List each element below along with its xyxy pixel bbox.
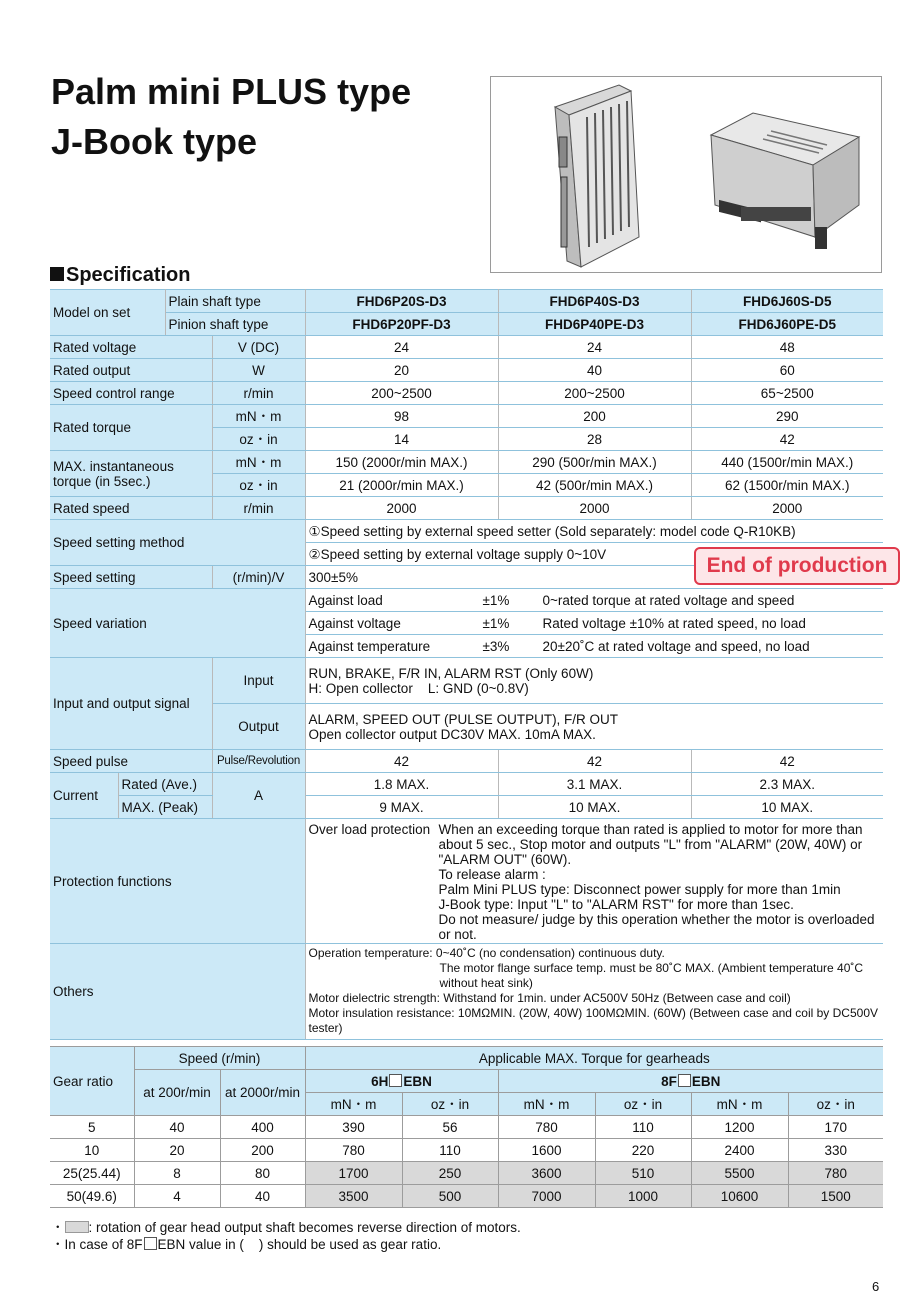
table-row	[50, 1185, 883, 1208]
current-rated-label: Rated (Ave.)	[118, 773, 212, 796]
unit-oz-header: oz・in	[402, 1093, 498, 1116]
table-row	[50, 1116, 883, 1139]
speed-variation-row: Against voltage ±1% Rated voltage ±10% at rated speed, no load	[305, 612, 883, 635]
unit-mn-header: mN・m	[498, 1093, 595, 1116]
gear-ratio-cell: 5	[50, 1116, 134, 1139]
note-reverse-direction: ・ : rotation of gear head output shaft becomes reverse direction of motors.	[51, 1220, 521, 1235]
torque-cell-reverse: 500	[402, 1185, 498, 1208]
product-photo	[490, 76, 882, 273]
speed-control-range-value: 200~2500	[305, 382, 498, 405]
max-torque-value: 62 (1500r/min MAX.)	[691, 474, 883, 497]
blank-box-icon	[678, 1074, 691, 1087]
current-label: Current	[50, 773, 118, 819]
speed-variation-label: Speed variation	[50, 589, 305, 658]
max-torque-value: 440 (1500r/min MAX.)	[691, 451, 883, 474]
speed-pulse-value: 42	[305, 750, 498, 773]
gear-ratio-label: Gear ratio	[50, 1047, 134, 1116]
specification-table	[50, 289, 883, 1040]
max-torque-unit-oz: oz・in	[212, 474, 305, 497]
rated-output-value: 60	[691, 359, 883, 382]
rated-torque-unit-oz: oz・in	[212, 428, 305, 451]
torque-cell-reverse: 3500	[305, 1185, 402, 1208]
model-pinion-2: FHD6P40PE-D3	[498, 313, 691, 336]
gear-ratio-cell: 50(49.6)	[50, 1185, 134, 1208]
torque-cell-reverse: 510	[595, 1162, 691, 1185]
rated-torque-value: 98	[305, 405, 498, 428]
product-drawing	[491, 77, 881, 272]
torque-cell-reverse: 1000	[595, 1185, 691, 1208]
unit-oz-header: oz・in	[595, 1093, 691, 1116]
speed-cell: 400	[220, 1116, 305, 1139]
rated-torque-value: 290	[691, 405, 883, 428]
speed-cell: 80	[220, 1162, 305, 1185]
page-title-line2: J-Book type	[51, 121, 258, 162]
at-200-header: at 200r/min	[134, 1070, 220, 1116]
others-label: Others	[50, 944, 305, 1040]
speed-cell: 200	[220, 1139, 305, 1162]
rated-speed-value: 2000	[305, 497, 498, 520]
torque-cell: 1600	[498, 1139, 595, 1162]
rated-torque-unit-mn: mN・m	[212, 405, 305, 428]
speed-cell: 4	[134, 1185, 220, 1208]
current-rated-value: 2.3 MAX.	[691, 773, 883, 796]
table-row	[50, 1162, 883, 1185]
torque-cell-reverse: 1700	[305, 1162, 402, 1185]
speed-variation-row: Against load ±1% 0~rated torque at rated voltage and speed	[305, 589, 883, 612]
speed-setting-value: 300±5%	[305, 566, 883, 589]
speed-setting-method-line1: ①Speed setting by external speed setter (Sold separately: model code Q-R10KB)	[305, 520, 883, 543]
gear-ratio-cell: 25(25.44)	[50, 1162, 134, 1185]
speed-control-range-value: 200~2500	[498, 382, 691, 405]
speed-setting-unit: (r/min)/V	[212, 566, 305, 589]
current-rated-value: 3.1 MAX.	[498, 773, 691, 796]
speed-setting-method-label: Speed setting method	[50, 520, 305, 566]
rated-speed-unit: r/min	[212, 497, 305, 520]
torque-cell: 56	[402, 1116, 498, 1139]
input-label: Input	[212, 658, 305, 704]
rated-speed-label: Rated speed	[50, 497, 212, 520]
rated-torque-value: 14	[305, 428, 498, 451]
at-2000-header: at 2000r/min	[220, 1070, 305, 1116]
protection-description: Over load protection When an exceeding torque than rated is applied to motor for more than about 5 sec., Stop motor and outputs "L" from "ALARM" (20W, 40W) or "ALARM OUT" (60W). To release alarm : Palm Mini PLUS type: Disconnect power supply for more than 1min J-Book type: Input "L" to "ALARM RST" for more than 1sec. Do not measure/ judge by this operation whether the motor is overloaded or not.	[305, 819, 883, 944]
current-unit: A	[212, 773, 305, 819]
gray-swatch-icon	[65, 1221, 89, 1233]
torque-cell: 110	[595, 1116, 691, 1139]
current-max-value: 9 MAX.	[305, 796, 498, 819]
gear-ratio-cell: 10	[50, 1139, 134, 1162]
torque-cell: 2400	[691, 1139, 788, 1162]
end-of-production-stamp: End of production	[694, 547, 900, 585]
rated-torque-value: 42	[691, 428, 883, 451]
rated-voltage-value: 24	[305, 336, 498, 359]
rated-voltage-value: 24	[498, 336, 691, 359]
speed-control-range-value: 65~2500	[691, 382, 883, 405]
speed-header: Speed (r/min)	[134, 1047, 305, 1070]
rated-torque-value: 28	[498, 428, 691, 451]
torque-cell: 780	[305, 1139, 402, 1162]
speed-cell: 8	[134, 1162, 220, 1185]
pinion-shaft-label: Pinion shaft type	[165, 313, 305, 336]
current-rated-value: 1.8 MAX.	[305, 773, 498, 796]
speed-pulse-value: 42	[691, 750, 883, 773]
torque-cell: 1200	[691, 1116, 788, 1139]
gear-ratio-table	[50, 1046, 883, 1208]
max-torque-unit-mn: mN・m	[212, 451, 305, 474]
rated-output-unit: W	[212, 359, 305, 382]
io-signal-label: Input and output signal	[50, 658, 212, 750]
torque-cell-reverse: 250	[402, 1162, 498, 1185]
max-torque-value: 150 (2000r/min MAX.)	[305, 451, 498, 474]
speed-cell: 20	[134, 1139, 220, 1162]
rated-speed-value: 2000	[498, 497, 691, 520]
protection-label: Protection functions	[50, 819, 305, 944]
speed-setting-label: Speed setting	[50, 566, 212, 589]
rated-torque-value: 200	[498, 405, 691, 428]
rated-speed-value: 2000	[691, 497, 883, 520]
section-heading: Specification	[50, 264, 190, 287]
speed-setting-method-line2: ②Speed setting by external voltage supply 0~10V	[305, 543, 883, 566]
torque-cell: 110	[402, 1139, 498, 1162]
speed-cell: 40	[134, 1116, 220, 1139]
max-torque-value: 42 (500r/min MAX.)	[498, 474, 691, 497]
square-bullet-icon	[50, 267, 64, 281]
output-label: Output	[212, 704, 305, 750]
speed-pulse-label: Speed pulse	[50, 750, 212, 773]
others-description: Operation temperature: 0~40˚C (no condensation) continuous duty. The motor flange surface temp. must be 80˚C MAX. (Ambient temperature 40˚C without heat sink) Motor dielectric strength: Withstand for 1min. under AC500V 50Hz (Between case and coil) Motor insulation resistance: 10MΩMIN. (20W, 40W) 100MΩMIN. (60W) (Between case and coil by DC500V tester)	[305, 944, 883, 1040]
model-plain-1: FHD6P20S-D3	[305, 290, 498, 313]
unit-mn-header: mN・m	[691, 1093, 788, 1116]
rated-voltage-unit: V (DC)	[212, 336, 305, 359]
max-torque-label: MAX. instantaneous torque (in 5sec.)	[50, 451, 212, 497]
speed-pulse-unit: Pulse/Revolution	[212, 750, 305, 773]
current-max-label: MAX. (Peak)	[118, 796, 212, 819]
max-torque-value: 21 (2000r/min MAX.)	[305, 474, 498, 497]
torque-cell-reverse: 1500	[788, 1185, 883, 1208]
model-plain-3: FHD6J60S-D5	[691, 290, 883, 313]
torque-cell: 390	[305, 1116, 402, 1139]
torque-cell-reverse: 780	[788, 1162, 883, 1185]
torque-cell: 220	[595, 1139, 691, 1162]
input-description: RUN, BRAKE, F/R IN, ALARM RST (Only 60W) H: Open collector L: GND (0~0.8V)	[305, 658, 883, 704]
rated-output-value: 40	[498, 359, 691, 382]
model-pinion-3: FHD6J60PE-D5	[691, 313, 883, 336]
page-number: 6	[872, 1279, 880, 1294]
model-pinion-1: FHD6P20PF-D3	[305, 313, 498, 336]
blank-box-icon	[144, 1237, 157, 1250]
current-max-value: 10 MAX.	[498, 796, 691, 819]
output-description: ALARM, SPEED OUT (PULSE OUTPUT), F/R OUT Open collector output DC30V MAX. 10mA MAX.	[305, 704, 883, 750]
torque-cell-reverse: 3600	[498, 1162, 595, 1185]
torque-cell-reverse: 10600	[691, 1185, 788, 1208]
speed-pulse-value: 42	[498, 750, 691, 773]
torque-cell-reverse: 7000	[498, 1185, 595, 1208]
model-plain-2: FHD6P40S-D3	[498, 290, 691, 313]
note-gear-ratio: ・In case of 8F EBN value in ( ) should be used as gear ratio.	[51, 1237, 442, 1252]
rated-voltage-label: Rated voltage	[50, 336, 212, 359]
applicable-torque-header: Applicable MAX. Torque for gearheads	[305, 1047, 883, 1070]
gearhead-6h-header: 6H EBN	[305, 1070, 498, 1093]
torque-cell: 330	[788, 1139, 883, 1162]
speed-cell: 40	[220, 1185, 305, 1208]
rated-output-value: 20	[305, 359, 498, 382]
torque-cell: 780	[498, 1116, 595, 1139]
plain-shaft-label: Plain shaft type	[165, 290, 305, 313]
unit-oz-header: oz・in	[788, 1093, 883, 1116]
torque-cell: 170	[788, 1116, 883, 1139]
page-title-line1: Palm mini PLUS type	[51, 71, 412, 112]
speed-variation-row: Against temperature ±3% 20±20˚C at rated voltage and speed, no load	[305, 635, 883, 658]
current-max-value: 10 MAX.	[691, 796, 883, 819]
speed-control-range-unit: r/min	[212, 382, 305, 405]
table-row	[50, 1139, 883, 1162]
rated-output-label: Rated output	[50, 359, 212, 382]
speed-control-range-label: Speed control range	[50, 382, 212, 405]
gearhead-8f-header: 8F EBN	[498, 1070, 883, 1093]
unit-mn-header: mN・m	[305, 1093, 402, 1116]
model-on-set-label: Model on set	[50, 290, 165, 336]
max-torque-value: 290 (500r/min MAX.)	[498, 451, 691, 474]
rated-voltage-value: 48	[691, 336, 883, 359]
blank-box-icon	[389, 1074, 402, 1087]
rated-torque-label: Rated torque	[50, 405, 212, 451]
torque-cell-reverse: 5500	[691, 1162, 788, 1185]
